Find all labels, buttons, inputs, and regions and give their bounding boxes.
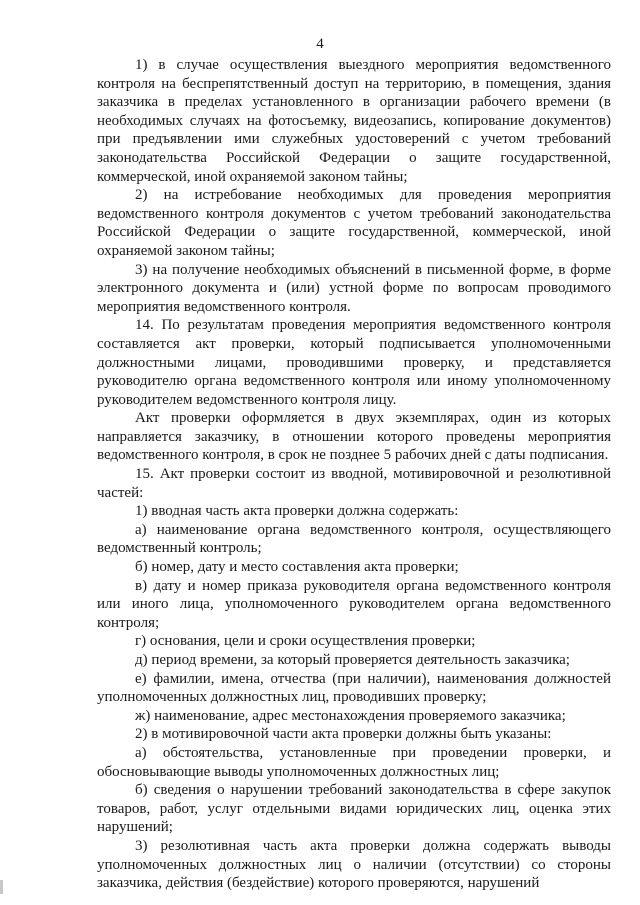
paragraph: г) основания, цели и сроки осуществления проверки;	[135, 633, 476, 650]
paragraph: 15. Акт проверки состоит из вводной, мотивировочной и резолютивной частей:	[97, 466, 611, 501]
paragraph: а) наименование органа ведомственного контроля, осуществляющего ведомственный контроль;	[97, 521, 611, 557]
paragraph: е) фамилии, имена, отчества (при наличии), наименования должностей уполномоченных должностных лиц, проводивших проверку;	[97, 670, 611, 706]
document-body	[97, 56, 611, 893]
paragraph: 1) вводная часть акта проверки должна содержать:	[135, 503, 459, 520]
paragraph: б) номер, дату и место составления акта проверки;	[135, 559, 459, 576]
page-number: 4	[316, 36, 324, 52]
paragraph: 1) в случае осуществления выездного мероприятия ведомственного контроля на беспрепятственный доступ на территорию, в помещения, здания заказчика в пределах установленного в организации рабочего времени (в необходимых случаях на фотосъемку, видеозапись, копирование документов) при предъявлении ими служебных удостоверений с учетом требований законодательства Российской Федерации о защите государственной, коммерческой, иной охраняемой законом тайны;	[97, 57, 611, 185]
paragraph: 14. По результатам проведения мероприятия ведомственного контроля составляется акт проверки, который подписывается уполномоченными должностными лицами, проводившими проверку, и представляется руководителю органа ведомственного контроля или иному уполномоченному руководителем ведомственного контроля лицу.	[97, 317, 611, 408]
paragraph: 2) в мотивировочной части акта проверки должны быть указаны:	[135, 726, 552, 743]
scan-edge-mark	[0, 880, 3, 894]
paragraph: в) дату и номер приказа руководителя органа ведомственного контроля или иного лица, уполномоченного руководителем органа ведомственного контроля;	[97, 577, 611, 631]
paragraph: Акт проверки оформляется в двух экземплярах, один из которых направляется заказчику, в отношении которого проведены мероприятия ведомственного контроля, в срок не позднее 5 рабочих дней с даты подписания.	[97, 410, 611, 464]
paragraph: ж) наименование, адрес местонахождения проверяемого заказчика;	[135, 707, 566, 724]
paragraph: а) обстоятельства, установленные при проведении проверки, и обосновывающие выводы уполномоченных должностных лиц;	[97, 744, 611, 780]
paragraph: 3) на получение необходимых объяснений в письменной форме, в форме электронного документа и (или) устной форме по вопросам проводимого мероприятия ведомственного контроля.	[97, 261, 611, 315]
paragraph: 2) на истребование необходимых для проведения мероприятия ведомственного контроля документов с учетом требований законодательства Российской Федерации о защите государственной, коммерческой, иной охраняемой законом тайны;	[97, 187, 611, 259]
paragraph: б) сведения о нарушении требований законодательства в сфере закупок товаров, работ, услуг отдельными видами юридических лиц, оценка этих нарушений;	[97, 782, 611, 836]
paragraph: 3) резолютивная часть акта проверки должна содержать выводы уполномоченных должностных лиц о наличии (отсутствии) со стороны заказчика, действия (бездействие) которого проверяются, нарушений	[97, 837, 611, 892]
paragraph: д) период времени, за который проверяется деятельность заказчика;	[135, 652, 570, 668]
